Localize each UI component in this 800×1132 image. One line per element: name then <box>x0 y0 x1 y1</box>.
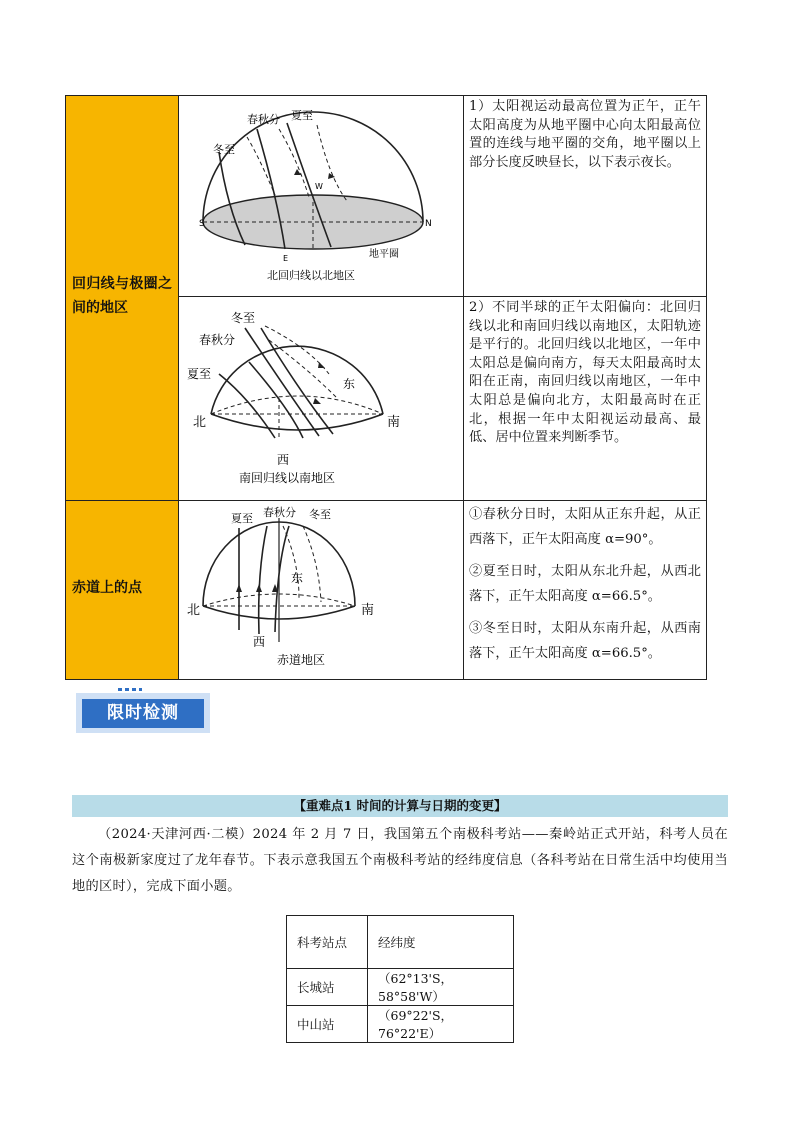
table-row <box>287 916 514 969</box>
station-name: 中山站 <box>287 1006 368 1043</box>
d2-caption: 南回归线以南地区 <box>239 471 336 485</box>
diagram-northern-sun-path <box>179 97 463 295</box>
diagram-equator-sun-path <box>179 502 463 678</box>
table-row <box>287 969 514 1006</box>
d2-label-winter: 冬至 <box>231 311 256 325</box>
description-1-text: 1）太阳视运动最高位置为正午，正午太阳高度为从地平圈中心向太阳最高位置的连线与地平圈的交角，地平圈以上部分长度反映昼长，以下表示夜长。 <box>469 99 701 170</box>
d1-label-winter: 冬至 <box>213 143 235 156</box>
header-coordinates: 经纬度 <box>368 916 514 969</box>
d1-label-s: S <box>199 219 205 229</box>
station-name: 长城站 <box>287 969 368 1006</box>
description-2-text: 2）不同半球的正午太阳偏向：北回归线以北和南回归线以南地区，太阳轨迹是平行的。北回归线以北地区，一年中太阳总是偏向南方，每天太阳最高时太阳在正南，南回归线以南地区，一年中太阳总是偏向北方，太阳最高时在正北，根据一年中太阳视运动最高、最低、居中位置来判断季节。 <box>469 300 701 446</box>
banner-dots <box>118 688 142 691</box>
d1-label-spring-autumn: 春秋分 <box>247 113 280 126</box>
table-row <box>287 1006 514 1043</box>
d1-label-horizon: 地平圈 <box>369 249 399 260</box>
station-coordinates: （62°13'S，58°58'W） <box>368 969 514 1006</box>
d2-label-north: 北 <box>193 415 207 430</box>
d2-label-summer: 夏至 <box>187 367 212 381</box>
d1-label-n: N <box>425 219 432 229</box>
category-label-equator: 赤道上的点 <box>72 580 142 596</box>
d1-label-summer: 夏至 <box>291 109 313 122</box>
d1-caption: 北回归线以北地区 <box>267 269 355 282</box>
d3-label-winter: 冬至 <box>309 508 331 521</box>
d2-label-east: 东 <box>343 377 356 391</box>
station-coordinates: （69°22'S，76°22'E） <box>368 1006 514 1043</box>
station-table <box>286 915 514 1043</box>
header-station: 科考站点 <box>287 916 368 969</box>
d2-label-west: 西 <box>277 453 290 467</box>
d2-label-south: 南 <box>387 415 401 430</box>
d3-label-south: 南 <box>361 603 375 618</box>
d2-label-spring-autumn: 春秋分 <box>199 333 236 347</box>
section-banner: 限时检测 <box>82 699 204 728</box>
section-title: 【重难点1 时间的计算与日期的变更】 <box>72 795 728 817</box>
category-label-tropic-polar: 回归线与极圈之间的地区 <box>72 276 172 316</box>
d3-label-spring-autumn: 春秋分 <box>263 506 296 519</box>
d1-label-e: E <box>283 254 289 263</box>
description-3-item-3: ③冬至日时，太阳从东南升起，从西南落下，正午太阳高度 α=66.5°。 <box>469 621 701 661</box>
d3-caption: 赤道地区 <box>277 653 326 667</box>
description-2 <box>469 299 701 448</box>
diagram-southern-sun-path <box>179 298 463 498</box>
d3-label-summer: 夏至 <box>231 512 253 525</box>
question-paragraph: （2024·天津河西·二模）2024 年 2 月 7 日，我国第五个南极科考站——秦岭站正式开站，科考人员在这个南极新家度过了龙年春节。下表示意我国五个南极科考站的经纬度信息（各科考站在日常生活中均使用当地的区时），完成下面小题。 <box>72 827 728 894</box>
description-3 <box>469 502 701 673</box>
d3-label-west: 西 <box>253 635 266 649</box>
d3-label-east: 东 <box>291 571 304 585</box>
description-3-item-1: ①春秋分日时，太阳从正东升起，从正西落下，正午太阳高度 α=90°。 <box>469 507 701 547</box>
d1-label-w: W <box>315 182 323 191</box>
d3-label-north: 北 <box>187 603 201 618</box>
description-1 <box>469 98 701 172</box>
description-3-item-2: ②夏至日时，太阳从东北升起，从西北落下，正午太阳高度 α=66.5°。 <box>469 564 701 604</box>
